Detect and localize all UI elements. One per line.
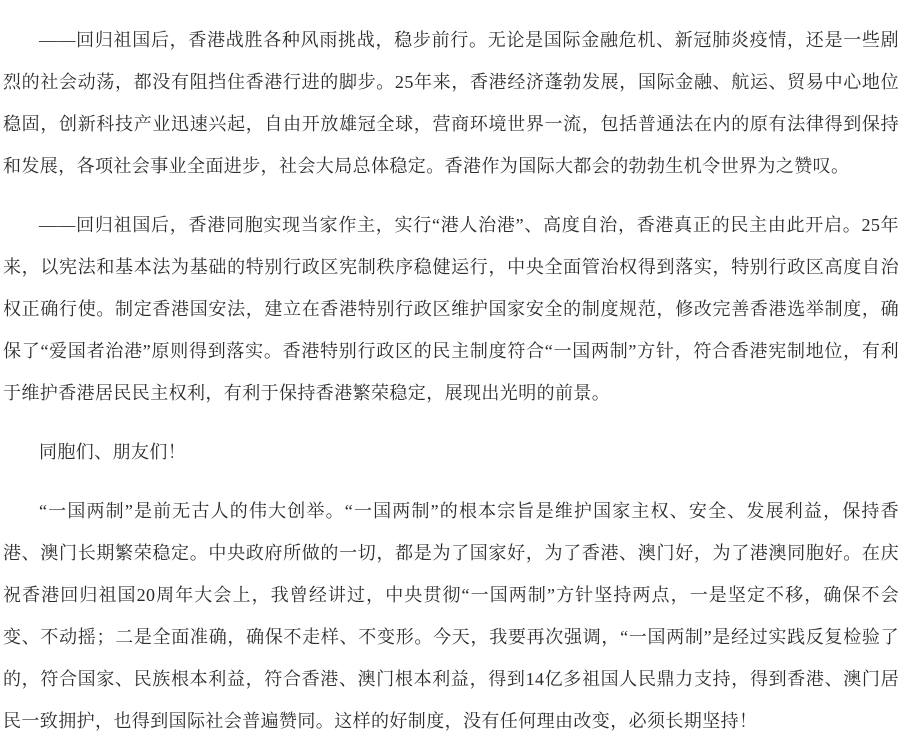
paragraph-salutation: 同胞们、朋友们！ xyxy=(39,442,187,462)
paragraph-one-country-two-systems: “一国两制”是前无古人的伟大创举。“一国两制”的根本宗旨是维护国家主权、安全、发展利益，保持香港、澳门长期繁荣稳定。中央政府所做的一切，都是为了国家好，为了香港、澳门好，为了港澳同胞好。在庆祝香港回归祖国20周年大会上，我曾经讲过，中央贯彻“一国两制”方针坚持两点，一是坚定不移，确保不会变、不动摇；二是全面准确，确保不走样、不变形。今天，我要再次强调，“一国两制”是经过实践反复检验了的，符合国家、民族根本利益，符合香港、澳门根本利益，得到14亿多祖国人民鼎力支持，得到香港、澳门居民一致拥护，也得到国际社会普遍赞同。这样的好制度，没有任何理由改变，必须长期坚持！ xyxy=(3,501,899,731)
paragraph-hk-progress: ——回归祖国后，香港战胜各种风雨挑战，稳步前行。无论是国际金融危机、新冠肺炎疫情，还是一些剧烈的社会动荡，都没有阻挡住香港行进的脚步。25年来，香港经济蓬勃发展，国际金融、航运、贸易中心地位稳固，创新科技产业迅速兴起，自由开放雄冠全球，营商环境世界一流，包括普通法在内的原有法律得到保持和发展，各项社会事业全面进步，社会大局总体稳定。香港作为国际大都会的勃勃生机令世界为之赞叹。 xyxy=(3,30,899,176)
paragraph-hk-democracy: ——回归祖国后，香港同胞实现当家作主，实行“港人治港”、高度自治，香港真正的民主由此开启。25年来，以宪法和基本法为基础的特别行政区宪制秩序稳健运行，中央全面管治权得到落实，特别行政区高度自治权正确行使。制定香港国安法，建立在香港特别行政区维护国家安全的制度规范，修改完善香港选举制度，确保了“爱国者治港”原则得到落实。香港特别行政区的民主制度符合“一国两制”方针，符合香港宪制地位，有利于维护香港居民民主权利，有利于保持香港繁荣稳定，展现出光明的前景。 xyxy=(3,215,899,403)
